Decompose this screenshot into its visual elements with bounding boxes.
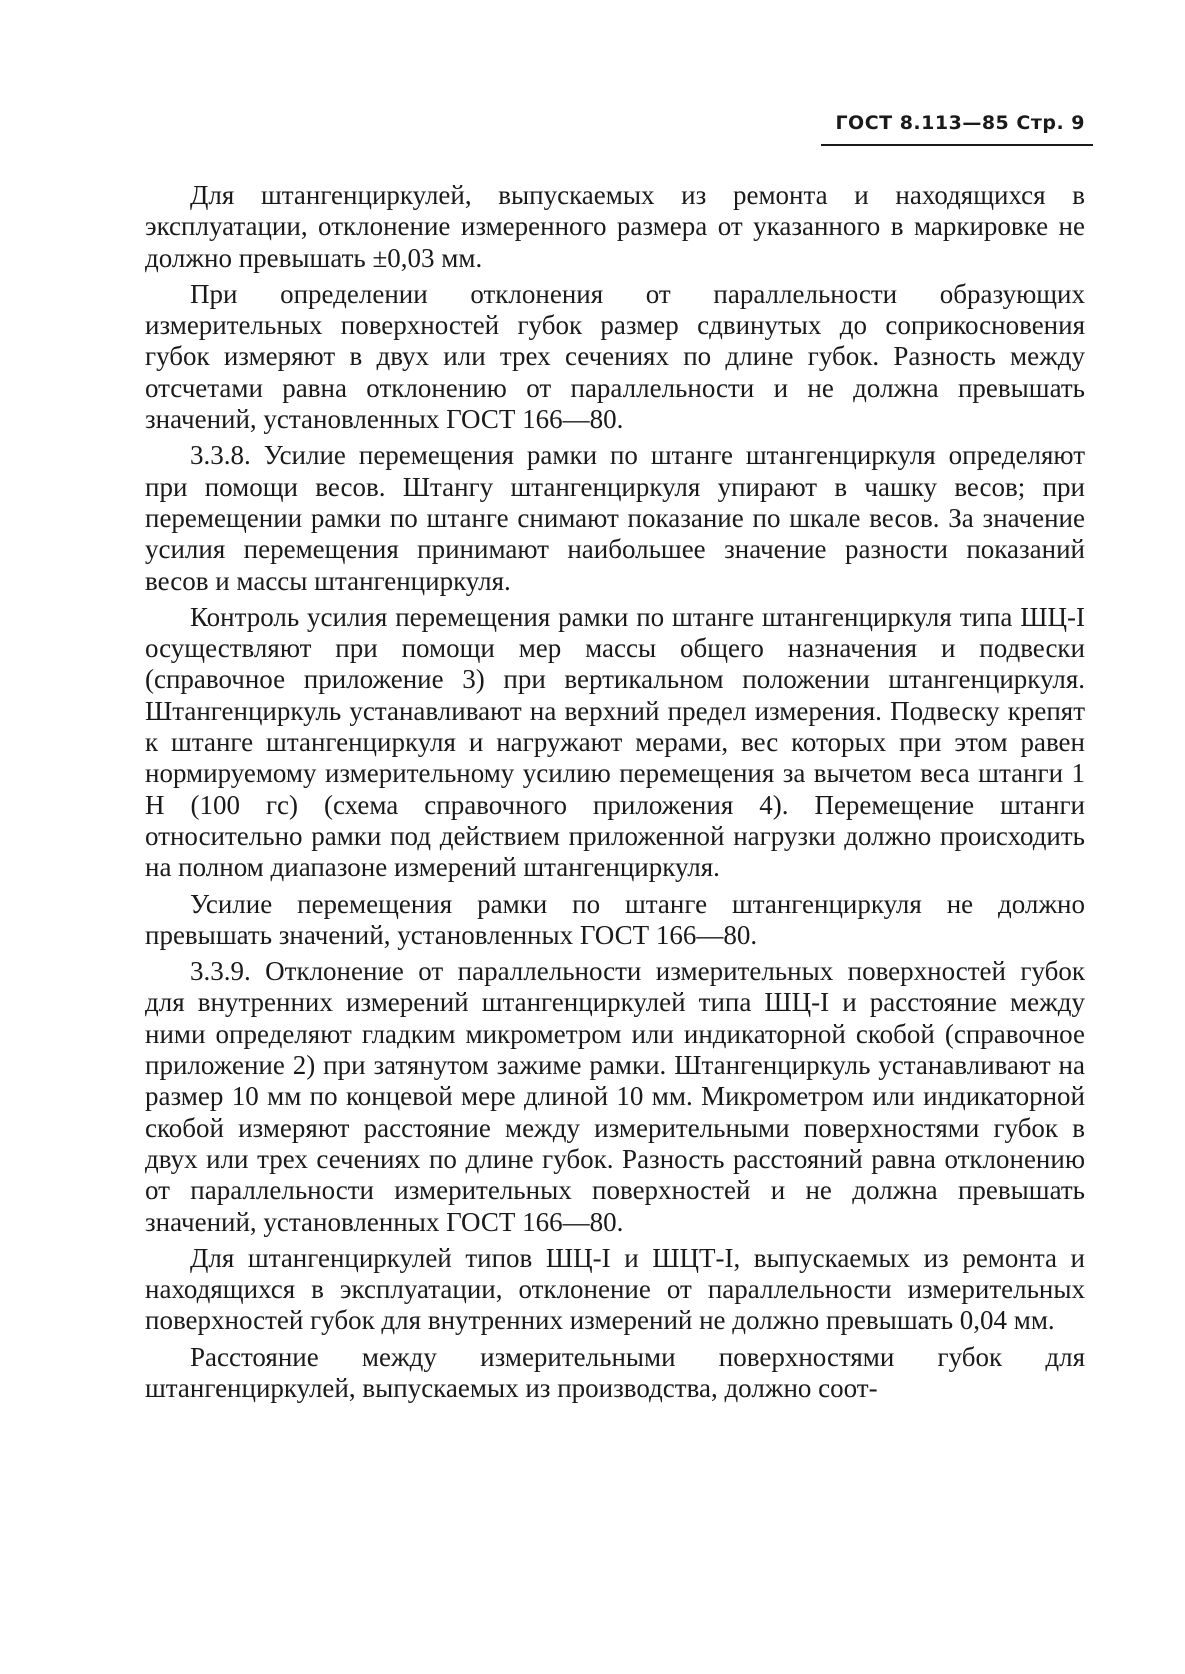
page-number: Стр. 9 xyxy=(1016,112,1085,134)
header-rule xyxy=(821,144,1093,146)
paragraph: Для штангенциркулей, выпускаемых из ремонта и находящихся в эксплуатации, отклонение измеренного размера от указанного в маркировке не должно превышать ±0,03 мм. xyxy=(145,180,1085,273)
paragraph: Усилие перемещения рамки по штанге штангенциркуля не должно превышать значений, установленных ГОСТ 166—80. xyxy=(145,888,1085,950)
paragraph: Расстояние между измерительными поверхностями губок для штангенциркулей, выпускаемых из производства, должно соот- xyxy=(145,1341,1085,1403)
paragraph: Контроль усилия перемещения рамки по штанге штангенциркуля типа ШЦ-I осуществляют при помощи мер массы общего назначения и подвески (справочное приложение 3) при вертикальном положении штангенциркуля. Штангенциркуль устанавливают на верхний предел измерения. Подвеску крепят к штанге штангенциркуля и нагружают мерами, вес которых при этом равен нормируемому измерительному усилию перемещения за вычетом веса штанги 1 Н (100 гс) (схема справочного приложения 4). Перемещение штанги относительно рамки под действием приложенной нагрузки должно происходить на полном диапазоне измерений штангенциркуля. xyxy=(145,601,1085,883)
standard-number: ГОСТ 8.113—85 xyxy=(835,112,1010,134)
paragraph: Для штангенциркулей типов ШЦ-I и ШЦТ-I, выпускаемых из ремонта и находящихся в эксплуатации, отклонение от параллельности измерительных поверхностей губок для внутренних измерений не должно превышать 0,04 мм. xyxy=(145,1242,1085,1336)
paragraph: При определении отклонения от параллельности образующих измерительных поверхностей губок размер сдвинутых до соприкосновения губок измеряют в двух или трех сечениях по длине губок. Разность между отсчетами равна отклонению от параллельности и не должна превышать значений, установленных ГОСТ 166—80. xyxy=(145,278,1085,435)
paragraph: 3.3.9. Отклонение от параллельности измерительных поверхностей губок для внутренних измерений штангенциркулей типа ШЦ-I и расстояние между ними определяют гладким микрометром или индикаторной скобой (справочное приложение 2) при затянутом зажиме рамки. Штангенциркуль устанавливают на размер 10 мм по концевой мере длиной 10 мм. Микрометром или индикаторной скобой измеряют расстояние между измерительными поверхностями губок в двух или трех сечениях по длине губок. Разность расстояний равна отклонению от параллельности измерительных поверхностей и не должна превышать значений, установленных ГОСТ 166—80. xyxy=(145,956,1085,1237)
paragraph: 3.3.8. Усилие перемещения рамки по штанге штангенциркуля определяют при помощи весов. Штангу штангенциркуля упирают в чашку весов; при перемещении рамки по штанге снимают показание по шкале весов. За значение усилия перемещения принимают наибольшее значение разности показаний весов и массы штангенциркуля. xyxy=(145,440,1085,596)
page-header xyxy=(835,112,1085,134)
document-body xyxy=(145,180,1085,1409)
